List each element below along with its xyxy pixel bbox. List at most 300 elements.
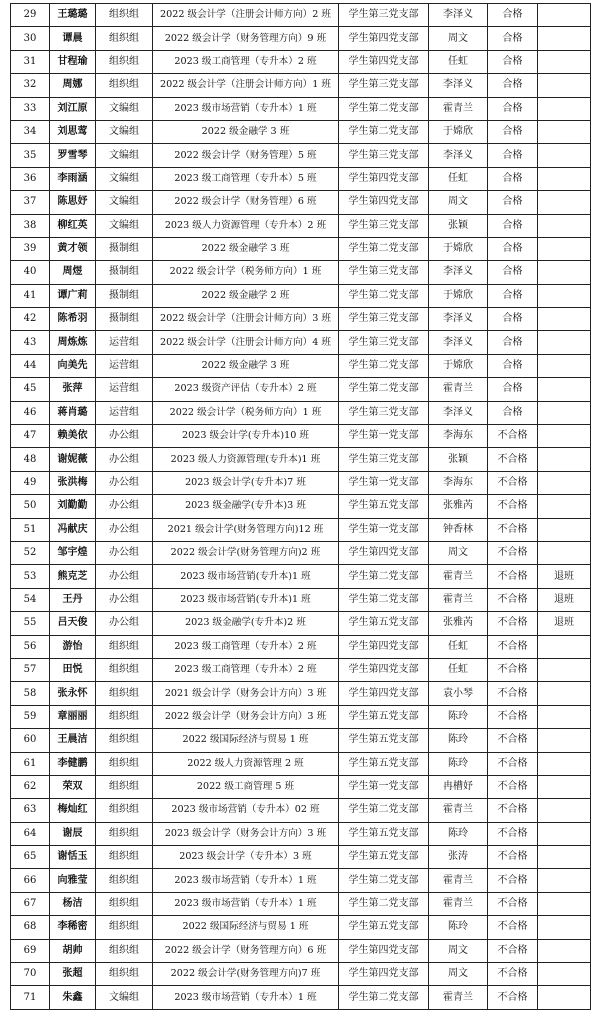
class-name: 2022 级国际经济与贸易 1 班	[153, 729, 339, 752]
table-row	[11, 775, 591, 798]
row-number: 29	[11, 4, 50, 27]
class-name: 2022 级会计学（注册会计师方向）2 班	[153, 4, 339, 27]
contact-person: 任虹	[429, 50, 488, 73]
table-row	[11, 74, 591, 97]
student-name: 张超	[50, 963, 96, 986]
table-row	[11, 541, 591, 564]
class-name: 2022 级会计学（注册会计师方向）4 班	[153, 331, 339, 354]
row-number: 31	[11, 50, 50, 73]
class-name: 2023 级市场营销（专升本）1 班	[153, 892, 339, 915]
contact-person: 李泽义	[429, 4, 488, 27]
remark	[538, 214, 591, 237]
class-name: 2022 级会计学（财务管理方向）9 班	[153, 27, 339, 50]
class-name: 2022 级会计学（税务师方向）1 班	[153, 401, 339, 424]
table-row	[11, 308, 591, 331]
row-number: 33	[11, 97, 50, 120]
remark	[538, 308, 591, 331]
assessment-result: 不合格	[488, 448, 538, 471]
row-number: 47	[11, 425, 50, 448]
remark	[538, 705, 591, 728]
student-name: 吕天俊	[50, 612, 96, 635]
table-row	[11, 612, 591, 635]
remark: 退班	[538, 612, 591, 635]
contact-person: 霍青兰	[429, 565, 488, 588]
assessment-result: 合格	[488, 237, 538, 260]
student-name: 张永怀	[50, 682, 96, 705]
work-group: 摄制组	[96, 284, 153, 307]
remark	[538, 261, 591, 284]
party-branch: 学生第四党支部	[339, 939, 429, 962]
work-group: 组织组	[96, 822, 153, 845]
table-row	[11, 237, 591, 260]
contact-person: 任虹	[429, 635, 488, 658]
remark	[538, 448, 591, 471]
work-group: 文编组	[96, 167, 153, 190]
class-name: 2021 级会计学(财务管理方向)12 班	[153, 518, 339, 541]
class-name: 2023 级会计学（财务会计方向）3 班	[153, 822, 339, 845]
work-group: 办公组	[96, 541, 153, 564]
work-group: 组织组	[96, 775, 153, 798]
table-row	[11, 331, 591, 354]
row-number: 71	[11, 986, 50, 1009]
party-branch: 学生第五党支部	[339, 705, 429, 728]
row-number: 34	[11, 120, 50, 143]
student-name: 谢恬玉	[50, 846, 96, 869]
class-name: 2022 级工商管理 5 班	[153, 775, 339, 798]
party-branch: 学生第四党支部	[339, 50, 429, 73]
table-row	[11, 588, 591, 611]
student-name: 冯献庆	[50, 518, 96, 541]
work-group: 组织组	[96, 892, 153, 915]
row-number: 46	[11, 401, 50, 424]
student-name: 杨洁	[50, 892, 96, 915]
party-branch: 学生第二党支部	[339, 120, 429, 143]
assessment-result: 不合格	[488, 752, 538, 775]
remark	[538, 939, 591, 962]
work-group: 摄制组	[96, 261, 153, 284]
row-number: 57	[11, 658, 50, 681]
table-row	[11, 4, 591, 27]
remark	[538, 167, 591, 190]
contact-person: 霍青兰	[429, 97, 488, 120]
assessment-result: 不合格	[488, 869, 538, 892]
work-group: 文编组	[96, 986, 153, 1009]
party-branch: 学生第二党支部	[339, 237, 429, 260]
class-name: 2023 级工商管理（专升本）5 班	[153, 167, 339, 190]
student-name: 罗雪琴	[50, 144, 96, 167]
work-group: 组织组	[96, 916, 153, 939]
student-name: 荣双	[50, 775, 96, 798]
contact-person: 陈玲	[429, 916, 488, 939]
class-name: 2022 级会计学(财务管理方向)2 班	[153, 541, 339, 564]
assessment-result: 合格	[488, 284, 538, 307]
party-branch: 学生第一党支部	[339, 775, 429, 798]
row-number: 65	[11, 846, 50, 869]
contact-person: 于嫦欣	[429, 284, 488, 307]
roster-document	[10, 3, 590, 1010]
table-row	[11, 261, 591, 284]
table-row	[11, 658, 591, 681]
party-branch: 学生第四党支部	[339, 191, 429, 214]
assessment-result: 不合格	[488, 916, 538, 939]
party-branch: 学生第二党支部	[339, 588, 429, 611]
remark	[538, 846, 591, 869]
work-group: 办公组	[96, 612, 153, 635]
assessment-result: 合格	[488, 27, 538, 50]
table-row	[11, 167, 591, 190]
party-branch: 学生第二党支部	[339, 892, 429, 915]
assessment-result: 合格	[488, 378, 538, 401]
table-row	[11, 565, 591, 588]
remark	[538, 963, 591, 986]
party-branch: 学生第二党支部	[339, 284, 429, 307]
table-row	[11, 705, 591, 728]
party-branch: 学生第二党支部	[339, 799, 429, 822]
remark	[538, 752, 591, 775]
row-number: 41	[11, 284, 50, 307]
table-row	[11, 50, 591, 73]
contact-person: 霍青兰	[429, 799, 488, 822]
remark	[538, 916, 591, 939]
assessment-result: 合格	[488, 144, 538, 167]
assessment-result: 不合格	[488, 939, 538, 962]
assessment-result: 合格	[488, 331, 538, 354]
class-name: 2022 级会计学（财务管理方向）6 班	[153, 939, 339, 962]
work-group: 运营组	[96, 378, 153, 401]
contact-person: 张涛	[429, 846, 488, 869]
assessment-result: 不合格	[488, 682, 538, 705]
assessment-result: 合格	[488, 120, 538, 143]
class-name: 2023 级市场营销(专升本)1 班	[153, 588, 339, 611]
work-group: 运营组	[96, 401, 153, 424]
student-name: 田悦	[50, 658, 96, 681]
table-row	[11, 963, 591, 986]
student-name: 赖美依	[50, 425, 96, 448]
table-row	[11, 401, 591, 424]
table-row	[11, 799, 591, 822]
contact-person: 霍青兰	[429, 892, 488, 915]
class-name: 2022 级会计学(财务管理方向)7 班	[153, 963, 339, 986]
remark	[538, 518, 591, 541]
row-number: 30	[11, 27, 50, 50]
contact-person: 张雅芮	[429, 495, 488, 518]
remark	[538, 892, 591, 915]
work-group: 办公组	[96, 518, 153, 541]
student-name: 刘思莺	[50, 120, 96, 143]
work-group: 办公组	[96, 471, 153, 494]
class-name: 2022 级会计学（税务师方向）1 班	[153, 261, 339, 284]
remark	[538, 27, 591, 50]
contact-person: 李海东	[429, 425, 488, 448]
remark	[538, 658, 591, 681]
work-group: 办公组	[96, 565, 153, 588]
contact-person: 钟香林	[429, 518, 488, 541]
party-branch: 学生第四党支部	[339, 658, 429, 681]
student-name: 朱鑫	[50, 986, 96, 1009]
assessment-result: 合格	[488, 354, 538, 377]
row-number: 48	[11, 448, 50, 471]
remark	[538, 97, 591, 120]
assessment-result: 不合格	[488, 799, 538, 822]
assessment-result: 合格	[488, 261, 538, 284]
table-row	[11, 682, 591, 705]
remark	[538, 799, 591, 822]
table-row	[11, 97, 591, 120]
table-row	[11, 214, 591, 237]
student-name: 谭晨	[50, 27, 96, 50]
assessment-result: 不合格	[488, 705, 538, 728]
class-name: 2023 级人力资源管理(专升本)1 班	[153, 448, 339, 471]
assessment-result: 不合格	[488, 635, 538, 658]
work-group: 组织组	[96, 846, 153, 869]
student-name: 谢妮薇	[50, 448, 96, 471]
work-group: 文编组	[96, 120, 153, 143]
party-branch: 学生第三党支部	[339, 448, 429, 471]
remark	[538, 50, 591, 73]
contact-person: 冉槽妤	[429, 775, 488, 798]
party-branch: 学生第一党支部	[339, 425, 429, 448]
class-name: 2022 级会计学（财务会计方向）3 班	[153, 705, 339, 728]
contact-person: 张雅芮	[429, 612, 488, 635]
table-row	[11, 752, 591, 775]
work-group: 文编组	[96, 97, 153, 120]
student-name: 游怡	[50, 635, 96, 658]
student-name: 向美先	[50, 354, 96, 377]
contact-person: 李泽义	[429, 144, 488, 167]
contact-person: 李泽义	[429, 331, 488, 354]
row-number: 37	[11, 191, 50, 214]
contact-person: 李泽义	[429, 74, 488, 97]
class-name: 2023 级市场营销（专升本）1 班	[153, 986, 339, 1009]
contact-person: 周文	[429, 541, 488, 564]
assessment-result: 合格	[488, 4, 538, 27]
work-group: 组织组	[96, 27, 153, 50]
assessment-result: 合格	[488, 50, 538, 73]
remark	[538, 425, 591, 448]
work-group: 组织组	[96, 682, 153, 705]
row-number: 58	[11, 682, 50, 705]
assessment-result: 合格	[488, 214, 538, 237]
class-name: 2023 级工商管理（专升本）2 班	[153, 50, 339, 73]
remark: 退班	[538, 565, 591, 588]
party-branch: 学生第五党支部	[339, 752, 429, 775]
row-number: 52	[11, 541, 50, 564]
class-name: 2023 级工商管理（专升本）2 班	[153, 658, 339, 681]
roster-table	[10, 3, 591, 1010]
row-number: 70	[11, 963, 50, 986]
work-group: 组织组	[96, 705, 153, 728]
work-group: 运营组	[96, 354, 153, 377]
table-row	[11, 518, 591, 541]
work-group: 组织组	[96, 74, 153, 97]
student-name: 李稀密	[50, 916, 96, 939]
remark	[538, 635, 591, 658]
contact-person: 任虹	[429, 167, 488, 190]
party-branch: 学生第二党支部	[339, 565, 429, 588]
assessment-result: 合格	[488, 401, 538, 424]
party-branch: 学生第二党支部	[339, 869, 429, 892]
party-branch: 学生第三党支部	[339, 308, 429, 331]
row-number: 60	[11, 729, 50, 752]
assessment-result: 不合格	[488, 892, 538, 915]
party-branch: 学生第三党支部	[339, 74, 429, 97]
work-group: 组织组	[96, 50, 153, 73]
assessment-result: 不合格	[488, 846, 538, 869]
contact-person: 李海东	[429, 471, 488, 494]
student-name: 向雅莹	[50, 869, 96, 892]
row-number: 39	[11, 237, 50, 260]
work-group: 组织组	[96, 635, 153, 658]
assessment-result: 不合格	[488, 541, 538, 564]
assessment-result: 不合格	[488, 588, 538, 611]
work-group: 组织组	[96, 799, 153, 822]
table-row	[11, 729, 591, 752]
work-group: 办公组	[96, 588, 153, 611]
party-branch: 学生第二党支部	[339, 354, 429, 377]
contact-person: 李泽义	[429, 308, 488, 331]
class-name: 2022 级会计学（财务管理）6 班	[153, 191, 339, 214]
remark	[538, 378, 591, 401]
contact-person: 于嫦欣	[429, 120, 488, 143]
class-name: 2023 级会计学(专升本)10 班	[153, 425, 339, 448]
student-name: 陈希羽	[50, 308, 96, 331]
class-name: 2023 级工商管理（专升本）2 班	[153, 635, 339, 658]
assessment-result: 合格	[488, 308, 538, 331]
student-name: 熊克芝	[50, 565, 96, 588]
student-name: 王晨洁	[50, 729, 96, 752]
student-name: 王璐璐	[50, 4, 96, 27]
party-branch: 学生第一党支部	[339, 518, 429, 541]
contact-person: 陈玲	[429, 705, 488, 728]
table-row	[11, 471, 591, 494]
table-row	[11, 846, 591, 869]
row-number: 42	[11, 308, 50, 331]
row-number: 44	[11, 354, 50, 377]
student-name: 邹宇煌	[50, 541, 96, 564]
class-name: 2023 级会计学（专升本）3 班	[153, 846, 339, 869]
student-name: 谢辰	[50, 822, 96, 845]
party-branch: 学生第四党支部	[339, 541, 429, 564]
remark	[538, 331, 591, 354]
student-name: 谭广莉	[50, 284, 96, 307]
student-name: 胡帅	[50, 939, 96, 962]
party-branch: 学生第四党支部	[339, 27, 429, 50]
row-number: 59	[11, 705, 50, 728]
row-number: 50	[11, 495, 50, 518]
table-row	[11, 354, 591, 377]
class-name: 2023 级资产评估（专升本）2 班	[153, 378, 339, 401]
table-row	[11, 27, 591, 50]
class-name: 2023 级市场营销（专升本）1 班	[153, 97, 339, 120]
student-name: 周煜	[50, 261, 96, 284]
work-group: 组织组	[96, 939, 153, 962]
remark	[538, 401, 591, 424]
contact-person: 袁小琴	[429, 682, 488, 705]
class-name: 2022 级金融学 2 班	[153, 284, 339, 307]
party-branch: 学生第五党支部	[339, 495, 429, 518]
party-branch: 学生第四党支部	[339, 167, 429, 190]
table-row	[11, 448, 591, 471]
assessment-result: 合格	[488, 191, 538, 214]
contact-person: 霍青兰	[429, 986, 488, 1009]
class-name: 2023 级市场营销（专升本）02 班	[153, 799, 339, 822]
contact-person: 李泽义	[429, 261, 488, 284]
contact-person: 周文	[429, 191, 488, 214]
contact-person: 任虹	[429, 658, 488, 681]
table-row	[11, 144, 591, 167]
class-name: 2022 级国际经济与贸易 1 班	[153, 916, 339, 939]
assessment-result: 合格	[488, 74, 538, 97]
student-name: 刘勤勤	[50, 495, 96, 518]
assessment-result: 合格	[488, 97, 538, 120]
party-branch: 学生第三党支部	[339, 144, 429, 167]
class-name: 2021 级会计学（财务会计方向）3 班	[153, 682, 339, 705]
work-group: 办公组	[96, 495, 153, 518]
table-row	[11, 986, 591, 1009]
table-row	[11, 425, 591, 448]
class-name: 2022 级金融学 3 班	[153, 237, 339, 260]
student-name: 张萍	[50, 378, 96, 401]
party-branch: 学生第三党支部	[339, 401, 429, 424]
work-group: 文编组	[96, 214, 153, 237]
party-branch: 学生第三党支部	[339, 261, 429, 284]
remark	[538, 237, 591, 260]
contact-person: 李泽义	[429, 401, 488, 424]
remark	[538, 541, 591, 564]
student-name: 王丹	[50, 588, 96, 611]
assessment-result: 不合格	[488, 775, 538, 798]
work-group: 文编组	[96, 144, 153, 167]
assessment-result: 不合格	[488, 471, 538, 494]
remark	[538, 775, 591, 798]
remark	[538, 471, 591, 494]
party-branch: 学生第五党支部	[339, 822, 429, 845]
contact-person: 陈玲	[429, 752, 488, 775]
remark	[538, 144, 591, 167]
table-row	[11, 378, 591, 401]
work-group: 组织组	[96, 4, 153, 27]
class-name: 2022 级会计学（注册会计师方向）1 班	[153, 74, 339, 97]
row-number: 67	[11, 892, 50, 915]
assessment-result: 不合格	[488, 729, 538, 752]
remark	[538, 74, 591, 97]
class-name: 2023 级金融学(专升本)3 班	[153, 495, 339, 518]
student-name: 周炼炼	[50, 331, 96, 354]
remark	[538, 354, 591, 377]
party-branch: 学生第三党支部	[339, 4, 429, 27]
class-name: 2022 级金融学 3 班	[153, 354, 339, 377]
row-number: 55	[11, 612, 50, 635]
remark	[538, 495, 591, 518]
contact-person: 周文	[429, 939, 488, 962]
class-name: 2022 级人力资源管理 2 班	[153, 752, 339, 775]
class-name: 2022 级会计学（注册会计师方向）3 班	[153, 308, 339, 331]
student-name: 李健鹏	[50, 752, 96, 775]
table-row	[11, 822, 591, 845]
class-name: 2023 级市场营销(专升本)1 班	[153, 565, 339, 588]
work-group: 摄制组	[96, 308, 153, 331]
party-branch: 学生第五党支部	[339, 612, 429, 635]
work-group: 组织组	[96, 963, 153, 986]
party-branch: 学生第三党支部	[339, 331, 429, 354]
student-name: 梅灿红	[50, 799, 96, 822]
row-number: 63	[11, 799, 50, 822]
party-branch: 学生第一党支部	[339, 471, 429, 494]
contact-person: 陈玲	[429, 729, 488, 752]
remark	[538, 729, 591, 752]
assessment-result: 合格	[488, 167, 538, 190]
student-name: 周娜	[50, 74, 96, 97]
